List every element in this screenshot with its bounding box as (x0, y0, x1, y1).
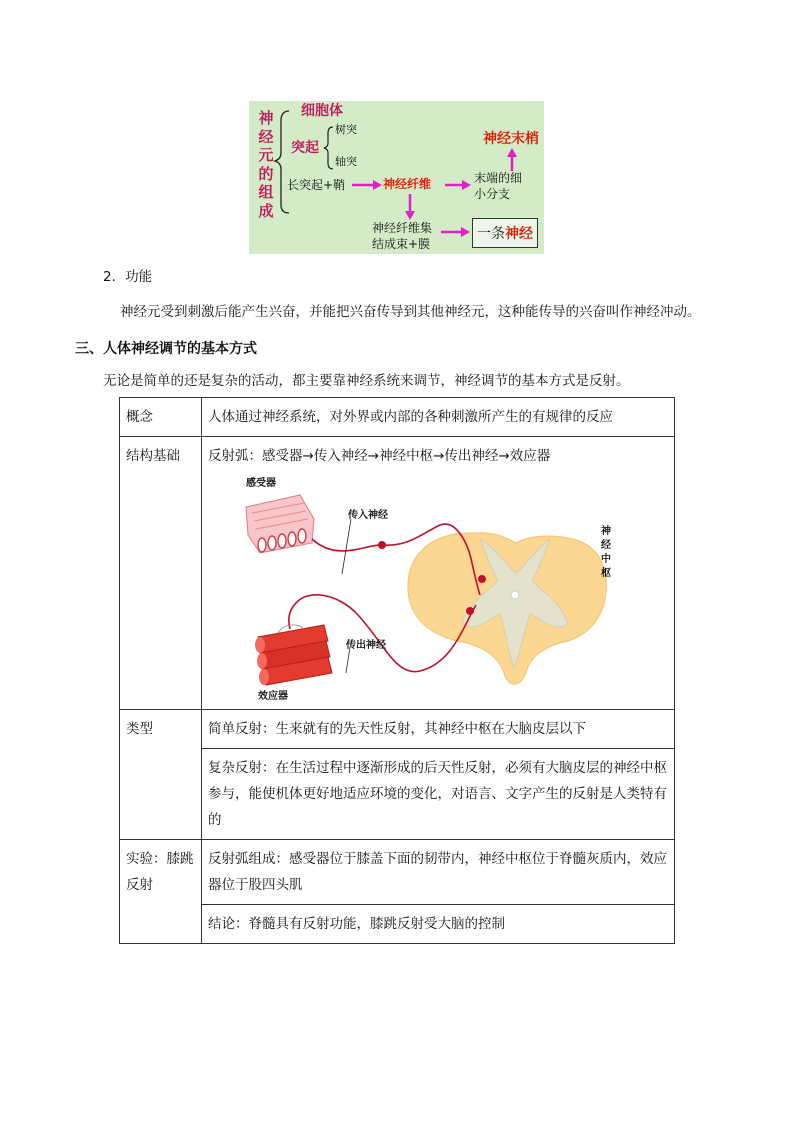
structure-text: 反射弧：感受器→传入神经→神经中枢→传出神经→效应器 (208, 448, 551, 464)
one-nerve-suffix: 神经 (505, 226, 533, 242)
function-text: 神经元受到刺激后能产生兴奋，并能把兴奋传导到其他神经元，这种能传导的兴奋叫作神经冲动。 (120, 304, 701, 320)
one-nerve-box (472, 218, 538, 248)
experiment-arc-text: 反射弧组成：感受器位于膝盖下面的韧带内，神经中枢位于脊髓灰质内，效应器位于股四头肌 (202, 840, 675, 905)
complex-reflex-text: 复杂反射：在生活过程中逐渐形成的后天性反射，必须有大脑皮层的神经中枢参与，能使机体更好地适应环境的变化，对语言、文字产生的反射是人类特有的 (202, 749, 675, 840)
concept-text: 人体通过神经系统，对外界或内部的各种刺激所产生的有规律的反应 (202, 398, 675, 437)
nerve-fiber-label: 神经纤维 (383, 177, 432, 191)
concept-label: 概念 (120, 398, 202, 437)
reflex-arc-diagram (208, 473, 668, 703)
neuron-composition-title: 神 经 元 的 组 成 (258, 109, 274, 220)
section-title: 三、人体神经调节的基本方式 (75, 341, 257, 357)
simple-reflex-text: 简单反射：生来就有的先天性反射，其神经中枢在大脑皮层以下 (202, 710, 675, 749)
afferent-nerve-label: 传入神经 (348, 510, 388, 521)
table-row (120, 437, 675, 710)
function-heading: 2．功能 (103, 269, 153, 285)
table-row (120, 905, 675, 944)
section-intro: 无论是简单的还是复杂的活动，都主要靠神经系统来调节，神经调节的基本方式是反射。 (103, 373, 630, 389)
reflex-table (119, 397, 675, 944)
nerve-center-label: 神 经 中 枢 (601, 526, 611, 579)
table-row (120, 398, 675, 437)
structure-label: 结构基础 (120, 437, 202, 710)
process-label: 突起 (291, 140, 319, 156)
experiment-conclusion-text: 结论：脊髓具有反射功能，膝跳反射受大脑的控制 (202, 905, 675, 944)
nerve-ending-label: 神经末梢 (483, 131, 539, 147)
one-nerve-prefix: 一条 (477, 226, 505, 242)
dendrite-label: 树突 (335, 123, 357, 136)
table-row (120, 749, 675, 840)
effector-label: 效应器 (258, 691, 288, 702)
table-row (120, 840, 675, 905)
table-row (120, 710, 675, 749)
terminal-branch-label-1: 末端的细 (474, 171, 523, 185)
terminal-branch-label-2: 小分支 (474, 187, 511, 201)
structure-cell (202, 437, 675, 710)
fiber-bundle-label-1: 神经纤维集 (372, 221, 433, 235)
neuron-composition-diagram (249, 101, 544, 254)
efferent-nerve-label: 传出神经 (346, 640, 386, 651)
effector-muscle (255, 625, 332, 685)
receptor-label: 感受器 (246, 478, 276, 489)
receptor-tissue (246, 495, 314, 553)
type-label: 类型 (120, 710, 202, 840)
cell-body-label: 细胞体 (301, 103, 343, 119)
reflex-arc-drawing (208, 473, 668, 703)
fiber-bundle-label-2: 结成束+膜 (372, 237, 431, 251)
axon-label: 轴突 (335, 155, 357, 168)
experiment-label: 实验：膝跳反射 (120, 840, 202, 944)
long-process-label: 长突起+鞘 (287, 178, 346, 192)
